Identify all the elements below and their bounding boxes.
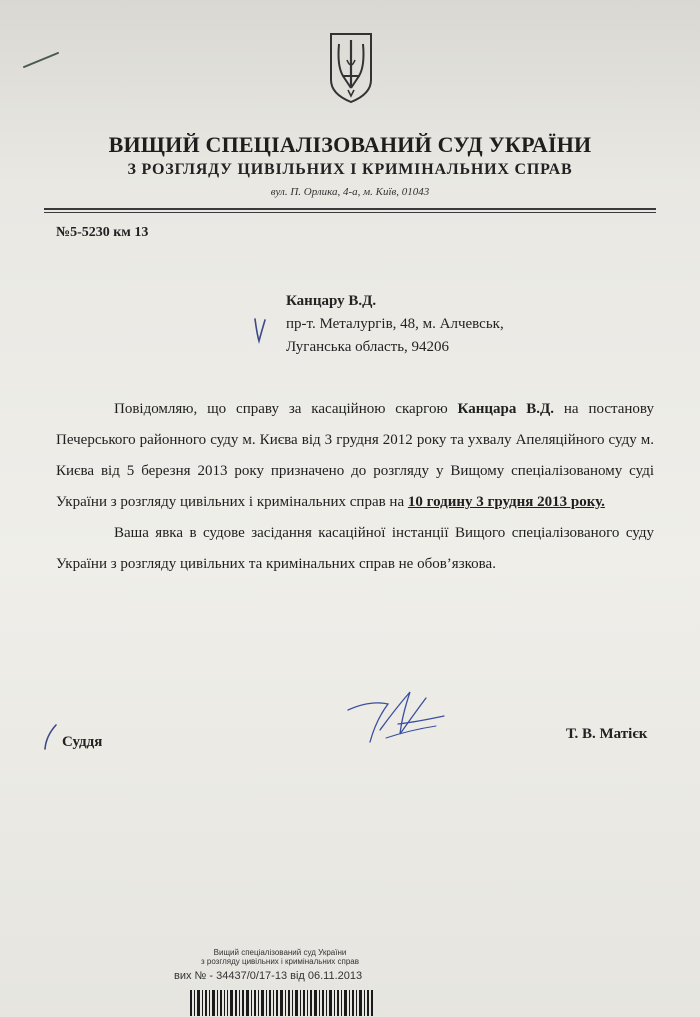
trident-emblem-icon — [327, 30, 375, 104]
outgoing-registration-stamp — [170, 948, 390, 983]
header-divider-thin — [44, 212, 656, 213]
court-subtitle: З РОЗГЛЯДУ ЦИВІЛЬНИХ І КРИМІНАЛЬНИХ СПРАВ — [127, 161, 573, 178]
barcode-icon — [190, 990, 374, 1016]
judge-title: Суддя — [62, 734, 103, 750]
recipient-address-line2: Луганська область, 94206 — [286, 339, 450, 355]
stamp-court-line1: Вищий спеціалізований суд України — [213, 948, 347, 957]
judge-name: Т. В. Матієк — [566, 726, 648, 742]
letter-body — [56, 394, 654, 580]
handwritten-signature — [340, 680, 450, 750]
header-divider — [44, 208, 656, 210]
stamp-court-line2: з розгляду цивільних і кримінальних справ — [200, 957, 359, 966]
pen-stroke-mark — [22, 50, 62, 70]
recipient-address-line1: пр-т. Металургів, 48, м. Алчевськ, — [286, 316, 504, 332]
check-mark-icon — [252, 316, 268, 344]
notice-text-start: Повідомляю, що справу за касаційною скаргою — [114, 401, 458, 417]
recipient-name: Канцару В.Д. — [286, 293, 377, 309]
stamp-outgoing-number: вих № - 34437/0/17-13 від 06.11.2013 — [174, 970, 363, 982]
paragraph-attendance: Ваша явка в судове засідання касаційної інстанції Вищого спеціалізованого суду України з розгляду цивільних та кримінальних справ не обов’язкова. — [56, 525, 654, 572]
hearing-date: 10 годину 3 грудня 2013 року. — [407, 494, 605, 510]
recipient-block — [286, 290, 504, 359]
complainant-name: Канцара В.Д. — [457, 401, 555, 417]
court-name: ВИЩИЙ СПЕЦІАЛІЗОВАНИЙ СУД УКРАЇНИ — [108, 132, 592, 157]
court-address: вул. П. Орлика, 4-а, м. Київ, 01043 — [270, 186, 430, 198]
notice-text-middle: на постанову Печерського районного суду м. Києва від 3 грудня 2012 року та ухвалу Апеляційного суду м. Києва від 5 березня 2013 року призначено до розгляду у Вищому спеціалізованому суді України з розгляду цивільних і кримінальних справ на — [56, 401, 654, 510]
reference-number: №5-5230 км 13 — [56, 225, 149, 240]
paragraph-notice — [56, 394, 654, 518]
pen-stroke-mark — [40, 722, 60, 752]
